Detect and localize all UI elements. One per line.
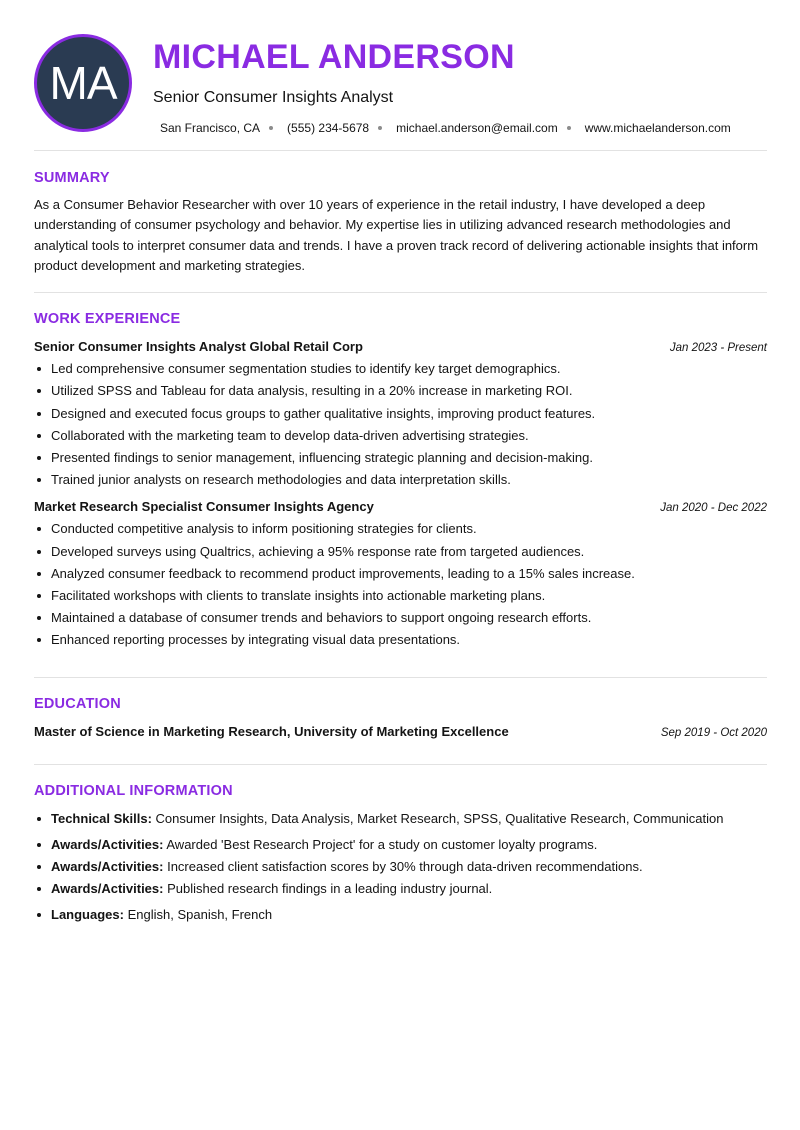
education-entry bbox=[34, 724, 767, 739]
job-dates: Jan 2023 - Present bbox=[669, 342, 767, 355]
section-title-summary: SUMMARY bbox=[34, 170, 110, 186]
info-label: Languages: bbox=[51, 907, 124, 923]
education-dates: Sep 2019 - Oct 2020 bbox=[660, 727, 767, 740]
job-bullets bbox=[34, 360, 767, 493]
list-item: Presented findings to senior management, influencing strategic planning and decision-making. bbox=[34, 449, 767, 471]
list-item: Conducted competitive analysis to inform positioning strategies for clients. bbox=[34, 520, 767, 542]
section-title-education: EDUCATION bbox=[34, 696, 121, 713]
list-item: Maintained a database of consumer trends and behaviors to support ongoing research efforts. bbox=[34, 609, 767, 631]
info-value: Consumer Insights, Data Analysis, Market Research, SPSS, Qualitative Research, Communication bbox=[155, 811, 724, 827]
avatar bbox=[34, 34, 132, 132]
list-item bbox=[34, 836, 767, 858]
job-bullets bbox=[34, 520, 767, 653]
additional-info-list bbox=[34, 810, 767, 928]
list-item: Developed surveys using Qualtrics, achieving a 95% response rate from targeted audiences. bbox=[34, 543, 767, 565]
resume-header bbox=[34, 0, 767, 150]
list-item bbox=[34, 810, 767, 836]
degree-title: Master of Science in Marketing Research, University of Marketing Excellence bbox=[34, 724, 509, 740]
candidate-title: Senior Consumer Insights Analyst bbox=[153, 89, 394, 106]
list-item: Facilitated workshops with clients to translate insights into actionable marketing plans. bbox=[34, 587, 767, 609]
candidate-name: MICHAEL ANDERSON bbox=[153, 38, 515, 76]
list-item: Trained junior analysts on research methodologies and data interpretation skills. bbox=[34, 471, 767, 493]
section-title-additional: ADDITIONAL INFORMATION bbox=[34, 783, 233, 800]
job-title: Market Research Specialist Consumer Insights Agency bbox=[34, 499, 374, 515]
job-entry bbox=[34, 339, 767, 493]
list-item: Led comprehensive consumer segmentation studies to identify key target demographics. bbox=[34, 360, 767, 382]
list-item: Collaborated with the marketing team to develop data-driven advertising strategies. bbox=[34, 427, 767, 449]
info-value: English, Spanish, French bbox=[127, 907, 273, 923]
info-value: Published research findings in a leading industry journal. bbox=[167, 881, 493, 897]
summary-text: As a Consumer Behavior Researcher with over 10 years of experience in the retail industry, I have developed a deep understanding of consumer psychology and behavior. My expertise lies in utilizing advanced research methodologies and analytical tools to interpret consumer data and trends. I have a proven track record of delivering actionable insights that inform product development and marketing strategies. bbox=[34, 197, 759, 273]
list-item: Enhanced reporting processes by integrating visual data presentations. bbox=[34, 631, 767, 653]
contact-website: www.michaelanderson.com bbox=[584, 121, 731, 135]
info-value: Increased client satisfaction scores by 30% through data-driven recommendations. bbox=[167, 859, 643, 875]
list-item: Designed and executed focus groups to gather qualitative insights, improving product features. bbox=[34, 405, 767, 427]
job-entry bbox=[34, 499, 767, 653]
section-title-experience: WORK EXPERIENCE bbox=[34, 311, 181, 328]
contact-email: michael.anderson@email.com bbox=[396, 121, 558, 135]
separator-dot bbox=[567, 126, 571, 130]
experience-section bbox=[34, 293, 767, 677]
avatar-initials: MA bbox=[49, 57, 117, 109]
info-label: Awards/Activities: bbox=[51, 837, 164, 853]
list-item bbox=[34, 906, 767, 928]
job-title: Senior Consumer Insights Analyst Global Retail Corp bbox=[34, 339, 363, 355]
job-header bbox=[34, 339, 767, 354]
info-label: Technical Skills: bbox=[51, 811, 152, 827]
separator-dot bbox=[378, 126, 382, 130]
info-value: Awarded 'Best Research Project' for a study on customer loyalty programs. bbox=[166, 837, 598, 853]
summary-section bbox=[34, 151, 767, 292]
education-section bbox=[34, 678, 767, 764]
job-dates: Jan 2020 - Dec 2022 bbox=[660, 502, 767, 515]
list-item bbox=[34, 858, 767, 880]
job-header bbox=[34, 499, 767, 514]
info-label: Awards/Activities: bbox=[51, 881, 164, 897]
info-label: Awards/Activities: bbox=[51, 859, 164, 875]
additional-section bbox=[34, 765, 767, 928]
contact-location: San Francisco, CA bbox=[160, 121, 261, 135]
contact-phone: (555) 234-5678 bbox=[287, 121, 370, 135]
list-item bbox=[34, 880, 767, 906]
separator-dot bbox=[269, 126, 273, 130]
list-item: Utilized SPSS and Tableau for data analysis, resulting in a 20% increase in marketing ROI. bbox=[34, 382, 767, 404]
list-item: Analyzed consumer feedback to recommend product improvements, leading to a 15% sales increase. bbox=[34, 565, 767, 587]
contact-bar bbox=[160, 121, 731, 135]
